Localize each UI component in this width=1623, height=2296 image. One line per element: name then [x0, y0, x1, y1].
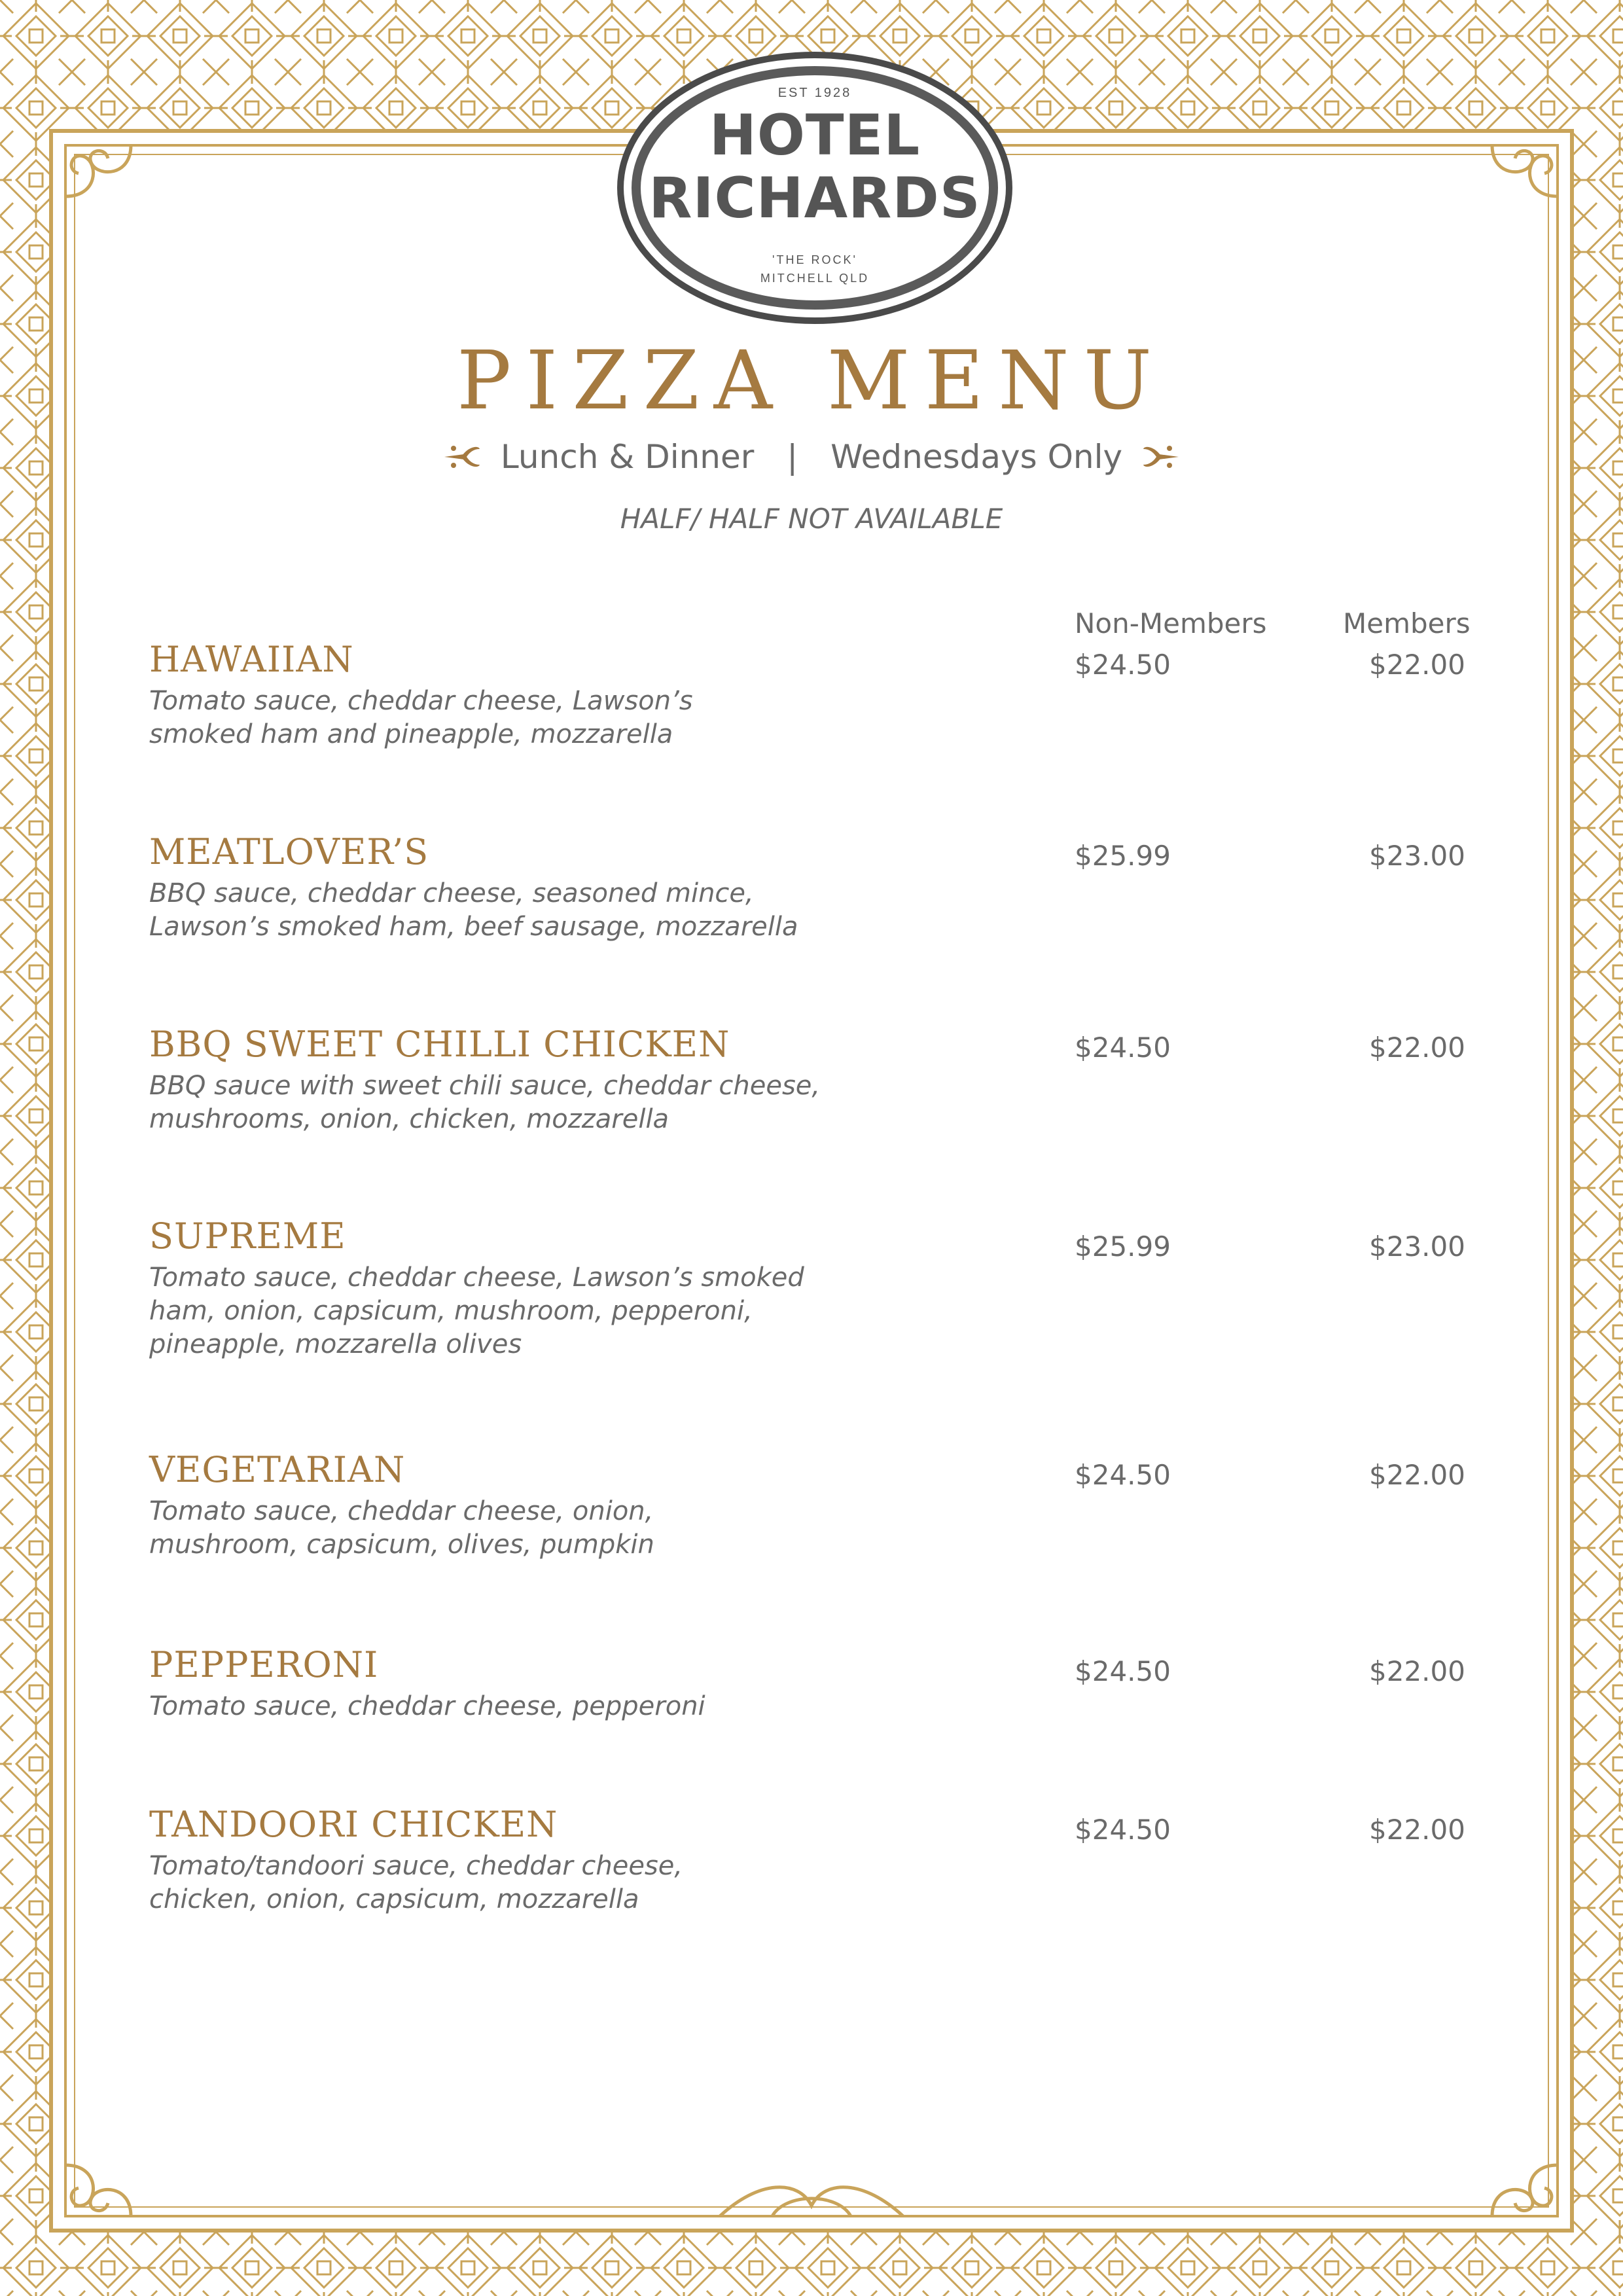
item-price-member: $23.00: [1369, 840, 1465, 872]
menu-item: [149, 831, 1065, 944]
item-price-member: $22.00: [1369, 649, 1465, 681]
menu-item: [149, 1449, 1065, 1562]
page-title: PIZZA MENU: [456, 334, 1167, 428]
item-price-member: $22.00: [1369, 1655, 1465, 1687]
item-price-non-member: $24.50: [1075, 1814, 1171, 1846]
item-name: BBQ SWEET CHILLI CHICKEN: [149, 1024, 730, 1065]
item-name: PEPPERONI: [149, 1644, 379, 1685]
item-price-non-member: $24.50: [1075, 1459, 1171, 1491]
service-hours: [0, 431, 1623, 483]
item-name: HAWAIIAN: [149, 639, 354, 680]
logo-tagline: 'THE ROCK': [772, 253, 857, 266]
item-name: TANDOORI CHICKEN: [149, 1804, 558, 1845]
item-price-non-member: $25.99: [1075, 1230, 1171, 1263]
item-price-non-member: $24.50: [1075, 1655, 1171, 1687]
logo-richards-text: RICHARDS: [649, 166, 981, 231]
item-description: Tomato sauce, cheddar cheese, pepperoni: [149, 1691, 705, 1721]
hotel-logo: [617, 52, 1012, 324]
item-price-member: $23.00: [1369, 1230, 1465, 1263]
menu-item: [149, 639, 1065, 751]
service-wednesdays: Wednesdays Only: [830, 438, 1123, 476]
item-name: SUPREME: [149, 1215, 346, 1257]
item-name: VEGETARIAN: [149, 1449, 406, 1490]
menu-item: [149, 1804, 1065, 1916]
service-separator: |: [787, 438, 798, 476]
right-flourish-icon: [1141, 440, 1181, 474]
logo-established: EST 1928: [777, 86, 852, 100]
half-half-note: HALF/ HALF NOT AVAILABLE: [620, 503, 1003, 535]
item-price-non-member: $24.50: [1075, 1031, 1171, 1064]
logo-place: MITCHELL QLD: [760, 272, 870, 285]
service-lunch-dinner: Lunch & Dinner: [500, 438, 755, 476]
menu-item: [149, 1644, 1065, 1723]
column-header-non-members: Non-Members: [1075, 607, 1267, 639]
item-description: BBQ sauce, cheddar cheese, seasoned mince, Lawson’s smoked ham, beef sausage, mozzarella: [149, 878, 798, 942]
item-price-non-member: $24.50: [1075, 649, 1171, 681]
item-name: MEATLOVER’S: [149, 831, 429, 872]
logo-hotel-text: HOTEL: [709, 103, 921, 168]
item-description: Tomato/tandoori sauce, cheddar cheese, chicken, onion, capsicum, mozzarella: [149, 1851, 683, 1914]
column-header-members: Members: [1343, 607, 1471, 639]
menu-item: [149, 1024, 1065, 1136]
left-flourish-icon: [442, 440, 482, 474]
item-price-member: $22.00: [1369, 1814, 1465, 1846]
menu-item: [149, 1215, 1065, 1361]
item-price-member: $22.00: [1369, 1031, 1465, 1064]
item-description: Tomato sauce, cheddar cheese, Lawson’s smoked ham and pineapple, mozzarella: [149, 686, 693, 749]
item-description: Tomato sauce, cheddar cheese, onion, mushroom, capsicum, olives, pumpkin: [149, 1496, 654, 1560]
item-price-member: $22.00: [1369, 1459, 1465, 1491]
item-description: BBQ sauce with sweet chili sauce, cheddar cheese, mushrooms, onion, chicken, mozzarella: [149, 1071, 821, 1134]
item-description: Tomato sauce, cheddar cheese, Lawson’s smoked ham, onion, capsicum, mushroom, pepperoni, pineapple, mozzarella olives: [149, 1263, 804, 1359]
item-price-non-member: $25.99: [1075, 840, 1171, 872]
